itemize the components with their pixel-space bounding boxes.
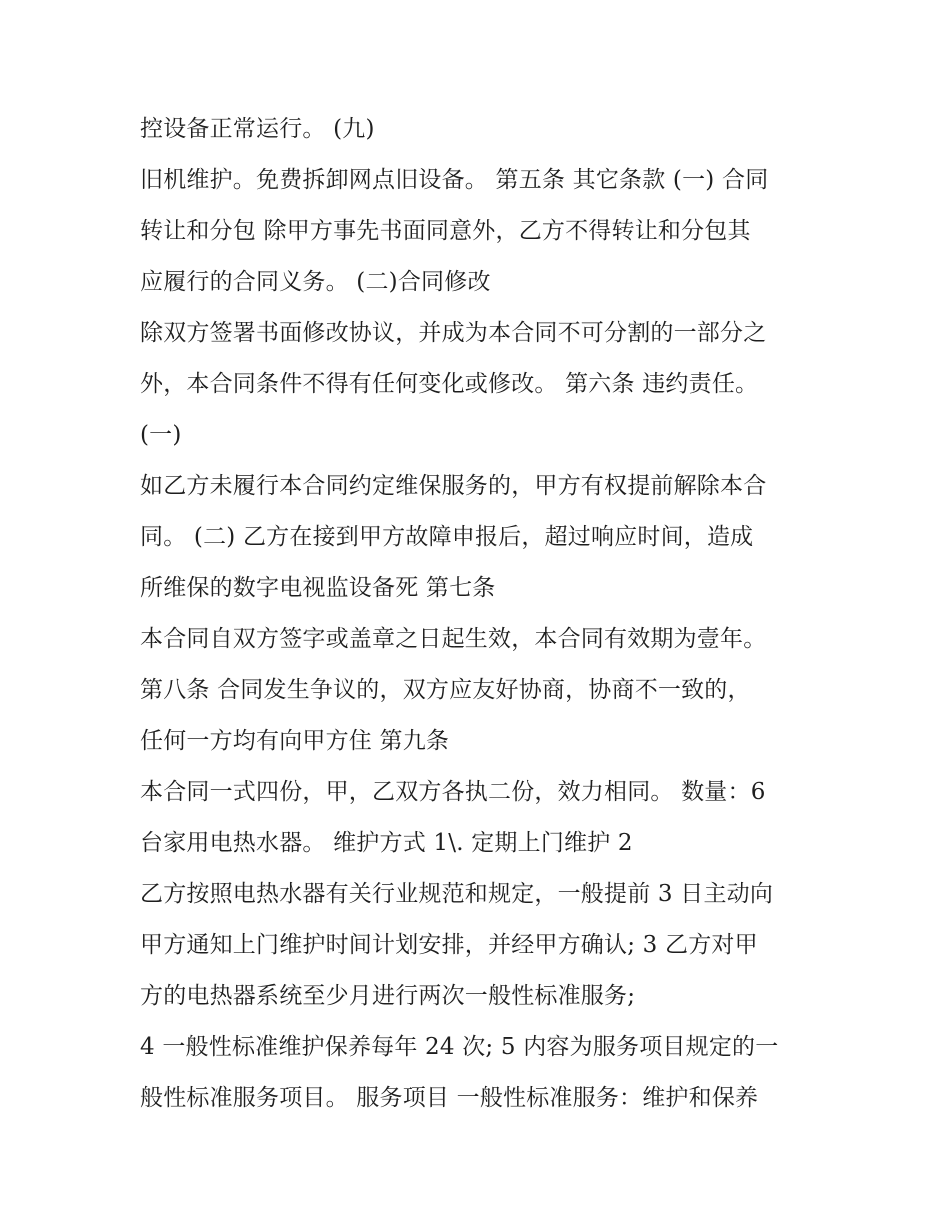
text-line-14: 本合同一式四份，甲，乙双方各执二份，效力相同。 数量：6 bbox=[140, 779, 766, 805]
text-line-17: 甲方通知上门维护时间计划安排，并经甲方确认; 3 乙方对甲 bbox=[140, 932, 758, 958]
text-line-3: 转让和分包 除甲方事先书面同意外，乙方不得转让和分包其 bbox=[140, 218, 751, 244]
text-line-5: 除双方签署书面修改协议，并成为本合同不可分割的一部分之 bbox=[140, 320, 767, 346]
text-line-15: 台家用电热水器。 维护方式 1\. 定期上门维护 2 bbox=[140, 830, 633, 856]
text-line-1: 控设备正常运行。 (九) bbox=[140, 116, 375, 142]
text-line-8: 如乙方未履行本合同约定维保服务的，甲方有权提前解除本合 bbox=[140, 473, 767, 499]
text-line-9: 同。 (二) 乙方在接到甲方故障申报后，超过响应时间，造成 bbox=[140, 524, 754, 550]
text-line-16: 乙方按照电热水器有关行业规范和规定，一般提前 3 日主动向 bbox=[140, 881, 774, 907]
text-line-6: 外，本合同条件不得有任何变化或修改。 第六条 违约责任。 bbox=[140, 371, 759, 397]
text-line-18: 方的电热器系统至少月进行两次一般性标准服务; bbox=[140, 983, 636, 1009]
text-line-13: 任何一方均有向甲方住 第九条 bbox=[140, 728, 450, 754]
text-line-12: 第八条 合同发生争议的，双方应友好协商，协商不一致的， bbox=[140, 677, 751, 703]
text-line-19: 4 一般性标准维护保养每年 24 次; 5 内容为服务项目规定的一 bbox=[140, 1034, 779, 1060]
document-body bbox=[140, 108, 830, 1128]
text-line-11: 本合同自双方签字或盖章之日起生效，本合同有效期为壹年。 bbox=[140, 626, 767, 652]
text-line-7: (一) bbox=[140, 422, 182, 448]
text-line-10: 所维保的数字电视监设备死 第七条 bbox=[140, 575, 496, 601]
text-line-20: 般性标准服务项目。 服务项目 一般性标准服务：维护和保养 bbox=[140, 1085, 759, 1111]
text-line-4: 应履行的合同义务。 (二)合同修改 bbox=[140, 269, 491, 295]
text-line-2: 旧机维护。免费拆卸网点旧设备。 第五条 其它条款 (一) 合同 bbox=[140, 167, 769, 193]
